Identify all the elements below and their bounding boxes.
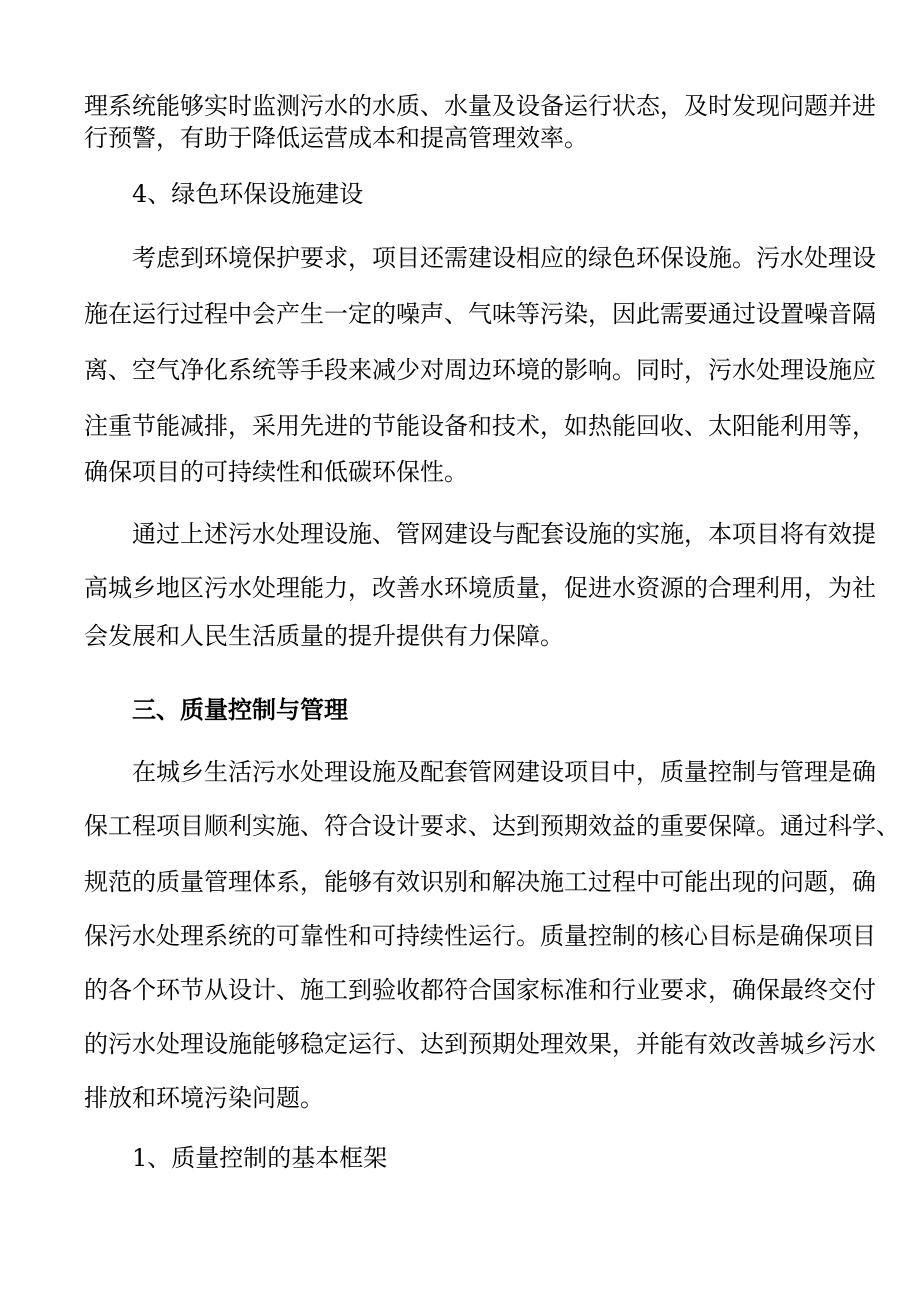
paragraph-line: 通过上述污水处理设施、管网建设与配套设施的实施，本项目将有效提 xyxy=(132,520,876,548)
section-heading-quality-control: 三、质量控制与管理 xyxy=(132,695,348,724)
subheading-green-facilities: 4、绿色环保设施建设 xyxy=(132,180,364,208)
paragraph-line: 确保项目的可持续性和低碳环保性。 xyxy=(84,458,468,486)
paragraph-line: 行预警，有助于降低运营成本和提高管理效率。 xyxy=(84,124,588,152)
paragraph-line: 在城乡生活污水处理设施及配套管网建设项目中，质量控制与管理是确 xyxy=(132,758,876,786)
paragraph-line: 排放和环境污染问题。 xyxy=(84,1084,324,1112)
paragraph-line: 的各个环节从设计、施工到验收都符合国家标准和行业要求，确保最终交付 xyxy=(84,976,876,1004)
paragraph-line: 施在运行过程中会产生一定的噪声、气味等污染，因此需要通过设置噪音隔 xyxy=(84,300,876,328)
paragraph-line: 保污水处理系统的可靠性和可持续性运行。质量控制的核心目标是确保项目 xyxy=(84,922,876,950)
paragraph-line: 高城乡地区污水处理能力，改善水环境质量，促进水资源的合理利用，为社 xyxy=(84,574,876,602)
paragraph-line: 的污水处理设施能够稳定运行、达到预期处理效果，并能有效改善城乡污水 xyxy=(84,1030,876,1058)
paragraph-line: 离、空气净化系统等手段来减少对周边环境的影响。同时，污水处理设施应 xyxy=(84,356,876,384)
paragraph-line: 会发展和人民生活质量的提升提供有力保障。 xyxy=(84,622,564,650)
paragraph-line: 保工程项目顺利实施、符合设计要求、达到预期效益的重要保障。通过科学、 xyxy=(84,812,900,840)
paragraph-line: 考虑到环境保护要求，项目还需建设相应的绿色环保设施。污水处理设 xyxy=(132,244,876,272)
paragraph-line: 规范的质量管理体系，能够有效识别和解决施工过程中可能出现的问题，确 xyxy=(84,868,876,896)
subheading-quality-framework: 1、质量控制的基本框架 xyxy=(132,1144,388,1172)
paragraph-line: 注重节能减排，采用先进的节能设备和技术，如热能回收、太阳能利用等， xyxy=(84,412,876,440)
paragraph-line: 理系统能够实时监测污水的水质、水量及设备运行状态，及时发现问题并进 xyxy=(84,92,876,120)
